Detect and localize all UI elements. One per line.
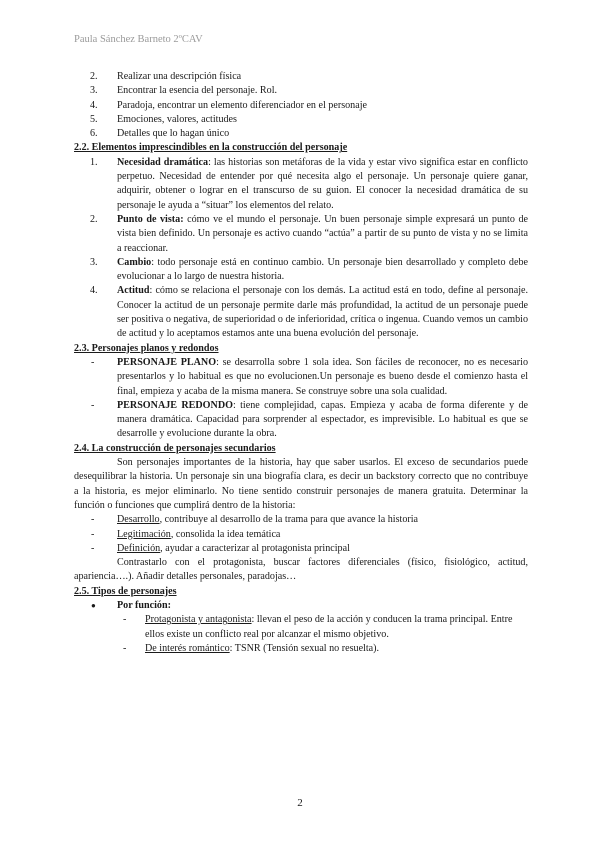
list-term: Necesidad dramática <box>117 156 209 168</box>
page-number: 2 <box>297 797 303 809</box>
list-number: 6. <box>90 128 98 140</box>
dash-marker: - <box>91 399 95 411</box>
list-term: Punto de vista: <box>117 213 184 225</box>
paragraph-outro: Contrastarlo con el protagonista, buscar factores diferenciales (físico, fisiológico, actitud, apariencia….). Añadir detalles personales, paradojas… <box>74 557 528 583</box>
list-text: Emociones, valores, actitudes <box>117 113 237 125</box>
list-item <box>74 113 528 127</box>
list-item <box>74 70 528 84</box>
list-text: Paradoja, encontrar un elemento diferenciador en el personaje <box>117 99 367 111</box>
section-heading-2-5: 2.5. Tipos de personajes <box>74 585 177 597</box>
list-item <box>74 127 528 141</box>
list-text: cómo ve el mundo el personaje. Un buen personaje simple expresará un punto de vista bien definido. Un personaje es activo cuando “actúa” a partir de su punto de vista y no se limita a reaccionar. <box>117 213 528 254</box>
bullet-text: Por función: <box>117 599 171 611</box>
list-item <box>74 399 528 442</box>
dash-marker: - <box>123 642 127 654</box>
steps-list <box>74 70 528 141</box>
sub-list-item <box>74 613 528 642</box>
list-term: Legitimación <box>117 528 171 540</box>
list-text: : tiene complejidad, capas. Empieza y acaba de forma diferente y de manera dramática. Capacidad para sorprender al espectador, es imprevisible. Lo habitual es que se desarrolle y evolucione durante la obra. <box>117 399 528 440</box>
list-text: Realizar una descripción física <box>117 71 242 82</box>
list-text: : todo personaje está en continuo cambio. Un personaje bien desarrollado y completo debe evolucionar a lo largo de nuestra historia. <box>117 256 528 283</box>
list-text: , ayudar a caracterizar al protagonista principal <box>160 542 350 554</box>
list-term: Desarrollo <box>117 514 160 526</box>
section-heading-2-3: 2.3. Personajes planos y redondos <box>74 342 219 354</box>
list-number: 4. <box>90 285 98 297</box>
list-text: : se desarrolla sobre 1 sola idea. Son fáciles de reconocer, no es necesario presentarlos y lo habitual es que no evolucionen.Un personaje es bueno desde el comienzo hasta el final, empieza y acaba de la misma manera. Se construye sobre una sola cualidad. <box>117 356 528 397</box>
list-item <box>74 528 528 542</box>
paragraph-intro: Son personajes importantes de la historia, hay que saber usarlos. El exceso de secundarios puede desequilibrar la historia. Un personaje sin una biografía clara, es decir un backstory correcto que no contribuye a la historia, es mejor eliminarlo. No tiene sentido construir personajes de manera gratuita. Determinar la función o funciones que cumplirá dentro de la historia: <box>74 457 528 511</box>
list-term: Actitud <box>117 285 150 297</box>
list-item <box>74 99 528 113</box>
list-item <box>74 156 528 213</box>
list-number: 5. <box>90 113 98 125</box>
list-text: Detalles que lo hagan único <box>117 128 230 140</box>
list-item <box>74 213 528 256</box>
list-term: PERSONAJE PLANO <box>117 356 217 368</box>
list-term: PERSONAJE REDONDO <box>117 399 233 411</box>
list-number: 3. <box>90 256 98 268</box>
section-heading-2-2: 2.2. Elementos imprescindibles en la construcción del personaje <box>74 142 348 154</box>
dash-marker: - <box>91 528 95 540</box>
list-text: Encontrar la esencia del personaje. Rol. <box>117 85 278 97</box>
list-term: De interés romántico <box>145 642 230 654</box>
list-text: : TSNR (Tensión sexual no resuelta). <box>229 642 380 654</box>
list-term: Cambio <box>117 256 152 268</box>
list-text: : llevan el peso de la acción y conducen la trama principal. Entre ellos existe un conflicto real por alcanzar el mismo objetivo. <box>145 614 513 640</box>
list-number: 4. <box>90 99 98 111</box>
list-text: , consolida la idea temática <box>170 528 281 540</box>
page-content <box>74 70 528 656</box>
list-text: : cómo se relaciona el personaje con los demás. La actitud está en todo, define al personaje. Conocer la actitud de un personaje permite darle más profundidad, la actitud de un personaje puede ser positiva o negativa, de superioridad o de inferioridad, crítica o ingenua. Cuando vemos un cambio de actitud y lo aceptamos estamos ante una buena evolución del personaje. <box>117 285 528 340</box>
list-item <box>74 84 528 98</box>
list-number: 2. <box>90 213 98 225</box>
list-item <box>74 542 528 556</box>
list-term: Protagonista y antagonista <box>145 614 252 626</box>
essentials-list <box>74 156 528 342</box>
list-text: , contribuye al desarrollo de la trama para que avance la historia <box>159 514 419 526</box>
list-number: 1. <box>90 156 98 168</box>
list-item <box>74 284 528 341</box>
dash-marker: - <box>91 356 95 368</box>
page-header: Paula Sánchez Barneto 2ºCAV <box>74 34 203 45</box>
list-item <box>74 256 528 285</box>
section-heading-2-4: 2.4. La construcción de personajes secundarios <box>74 442 276 454</box>
list-number: 3. <box>90 85 98 97</box>
list-number: 2. <box>90 71 98 82</box>
list-term: Definición <box>117 542 161 554</box>
bullet-item <box>74 599 528 613</box>
list-item <box>74 513 528 527</box>
bullet-dot-icon: ● <box>91 600 96 610</box>
list-item <box>74 356 528 399</box>
dash-marker: - <box>91 514 95 526</box>
dash-marker: - <box>123 614 127 626</box>
list-text: : las historias son metáforas de la vida y estar vivo significa estar en conflicto perpetuo. Necesidad de entender por qué necesita algo el personaje. Un personaje quiere ganar, adquirir, obtener o lograr en el transcurso de su guion. El conocer la necesidad dramática de su personaje le ayuda a “situar” los elementos del relato. <box>117 156 528 211</box>
dash-marker: - <box>91 542 95 554</box>
sub-list-item <box>74 642 528 656</box>
